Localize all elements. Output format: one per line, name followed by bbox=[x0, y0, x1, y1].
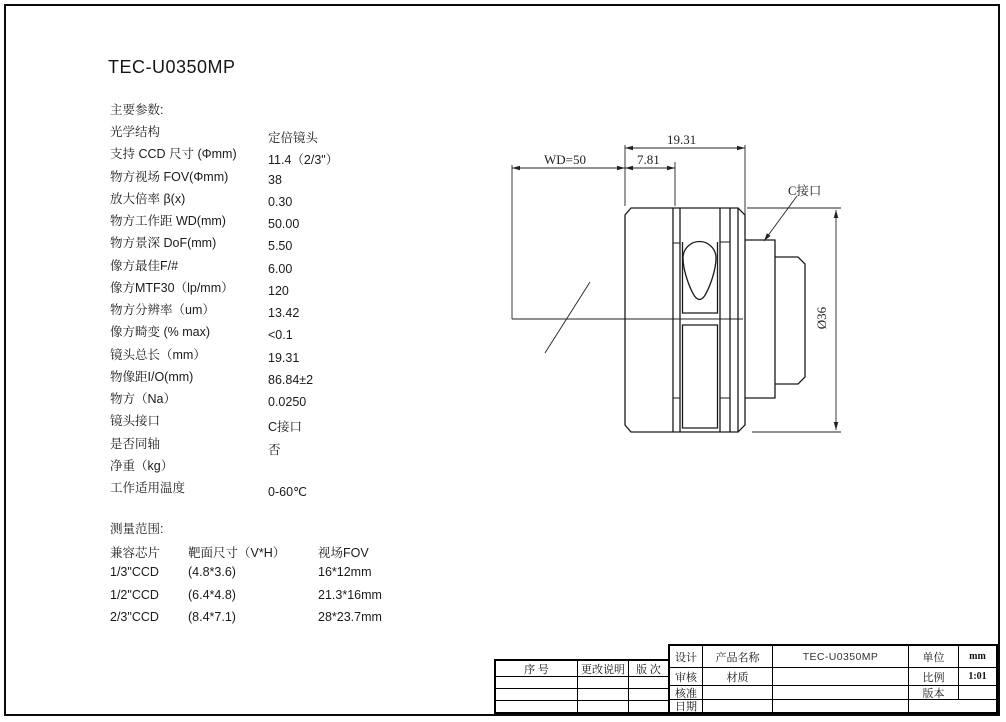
version-label: 版本 bbox=[909, 686, 959, 700]
spec-value: 120 bbox=[268, 283, 289, 298]
spec-label: 物方分辨率（um） bbox=[110, 303, 215, 317]
spec-value: 否 bbox=[268, 442, 281, 457]
date-label: 日期 bbox=[670, 700, 703, 712]
spec-row bbox=[110, 411, 470, 433]
date-empty bbox=[909, 700, 996, 712]
spec-label: 净重（kg） bbox=[110, 458, 174, 473]
measure-cell: (4.8*3.6) bbox=[188, 565, 236, 580]
spec-label: 像方最佳F/# bbox=[110, 258, 179, 273]
spec-row bbox=[110, 189, 470, 211]
measure-cell: 1/2"CCD bbox=[110, 587, 159, 602]
revision-empty-cell bbox=[578, 689, 629, 701]
spec-row bbox=[110, 322, 470, 344]
spec-row bbox=[110, 300, 470, 322]
spec-value: 定倍镜头 bbox=[268, 131, 319, 145]
spec-label: 光学结构 bbox=[110, 125, 161, 139]
c-mount-label: C接口 bbox=[788, 184, 822, 198]
product-name-value: TEC-U0350MP bbox=[773, 646, 909, 668]
spec-row bbox=[110, 389, 470, 411]
spec-row bbox=[110, 122, 470, 144]
spec-value: 50.00 bbox=[268, 217, 300, 231]
review-label: 审核 bbox=[670, 668, 703, 686]
date-empty bbox=[703, 700, 773, 712]
spec-row bbox=[110, 478, 470, 500]
spec-label: 支持 CCD 尺寸 (Φmm) bbox=[110, 147, 237, 162]
spec-row bbox=[110, 367, 470, 389]
measure-cell: 16*12mm bbox=[318, 565, 372, 580]
approve-label: 核准 bbox=[670, 686, 703, 700]
spec-row bbox=[110, 434, 470, 456]
revision-empty-cell bbox=[496, 701, 578, 712]
spec-label: 像方MTF30（lp/mm） bbox=[110, 280, 234, 295]
spec-value: 0.0250 bbox=[268, 395, 307, 409]
dim-front-length: 7.81 bbox=[637, 152, 660, 167]
spec-label: 物方（Na） bbox=[110, 392, 176, 406]
spec-row bbox=[110, 167, 470, 189]
spec-label: 物方景深 DoF(mm) bbox=[110, 236, 217, 251]
revision-empty-cell bbox=[496, 677, 578, 689]
revision-table bbox=[494, 659, 670, 714]
measure-header: 靶面尺寸（V*H） bbox=[188, 546, 286, 560]
spec-label: 物方工作距 WD(mm) bbox=[110, 214, 226, 228]
version-value bbox=[959, 686, 996, 700]
revision-col-serial: 序 号 bbox=[496, 661, 578, 677]
revision-empty-cell bbox=[578, 701, 629, 712]
measure-row bbox=[110, 565, 470, 587]
spec-row bbox=[110, 211, 470, 233]
spec-label: 工作适用温度 bbox=[110, 481, 186, 495]
measure-cell: (8.4*7.1) bbox=[188, 609, 236, 624]
spec-value: <0.1 bbox=[268, 328, 293, 343]
measure-cell: 1/3"CCD bbox=[110, 565, 159, 580]
scale-label: 比例 bbox=[909, 668, 959, 686]
spec-row bbox=[110, 345, 470, 367]
spec-value: 6.00 bbox=[268, 261, 293, 276]
spec-label: 是否同轴 bbox=[110, 436, 161, 451]
measure-cell: (6.4*4.8) bbox=[188, 587, 236, 602]
measure-section-title: 测量范围: bbox=[110, 522, 164, 536]
spec-label: 放大倍率 β(x) bbox=[110, 191, 186, 206]
spec-row bbox=[110, 233, 470, 255]
spec-value: 38 bbox=[268, 172, 282, 187]
dim-total-length: 19.31 bbox=[667, 132, 697, 147]
measure-cell: 21.3*16mm bbox=[318, 587, 382, 602]
spec-value: 11.4（2/3"） bbox=[268, 153, 339, 168]
spec-value: 0.30 bbox=[268, 194, 293, 209]
spec-value: 0-60℃ bbox=[268, 485, 308, 499]
revision-empty-cell bbox=[496, 689, 578, 701]
spec-label: 镜头总长（mm） bbox=[110, 347, 206, 362]
spec-label: 物方视场 FOV(Φmm) bbox=[110, 169, 229, 184]
approve-empty bbox=[703, 686, 773, 700]
lens-technical-drawing bbox=[480, 120, 1006, 450]
spec-value: 13.42 bbox=[268, 306, 300, 320]
revision-col-change: 更改说明 bbox=[578, 661, 629, 677]
measure-table bbox=[110, 543, 470, 632]
page-title: TEC-U0350MP bbox=[108, 57, 236, 77]
specs-section-title: 主要参数: bbox=[110, 103, 164, 117]
design-label: 设计 bbox=[670, 646, 703, 668]
revision-empty-cell bbox=[578, 677, 629, 689]
date-empty bbox=[773, 700, 909, 712]
spec-label: 像方畸变 (% max) bbox=[110, 325, 211, 340]
measure-row bbox=[110, 588, 470, 610]
measure-header: 视场FOV bbox=[318, 546, 369, 560]
material-label: 材质 bbox=[703, 668, 773, 686]
revision-col-rev: 版 次 bbox=[629, 661, 668, 677]
spec-value: 86.84±2 bbox=[268, 372, 314, 387]
dim-diameter: Ø36 bbox=[814, 306, 829, 330]
title-block bbox=[668, 644, 998, 714]
spec-label: 镜头接口 bbox=[110, 414, 161, 429]
measure-row bbox=[110, 610, 470, 632]
revision-empty-cell bbox=[629, 677, 668, 689]
spec-value: C接口 bbox=[268, 420, 303, 435]
dim-working-distance: WD=50 bbox=[544, 152, 586, 167]
spec-list bbox=[110, 122, 470, 500]
measure-cell: 28*23.7mm bbox=[318, 609, 382, 624]
measure-cell: 2/3"CCD bbox=[110, 609, 159, 624]
measure-header-row bbox=[110, 543, 470, 565]
spec-value: 5.50 bbox=[268, 239, 293, 254]
spec-row bbox=[110, 144, 470, 166]
measure-header: 兼容芯片 bbox=[110, 546, 161, 560]
scale-value: 1:01 bbox=[959, 668, 996, 686]
revision-empty-cell bbox=[629, 701, 668, 712]
spec-row bbox=[110, 278, 470, 300]
product-name-label: 产品名称 bbox=[703, 646, 773, 668]
unit-value: mm bbox=[959, 646, 996, 668]
spec-row bbox=[110, 456, 470, 478]
approve-empty bbox=[773, 686, 909, 700]
spec-label: 物像距I/O(mm) bbox=[110, 369, 194, 384]
revision-empty-cell bbox=[629, 689, 668, 701]
spec-value: 19.31 bbox=[268, 350, 300, 365]
spec-row bbox=[110, 256, 470, 278]
unit-label: 单位 bbox=[909, 646, 959, 668]
lens-body-outline bbox=[625, 208, 805, 432]
material-value bbox=[773, 668, 909, 686]
